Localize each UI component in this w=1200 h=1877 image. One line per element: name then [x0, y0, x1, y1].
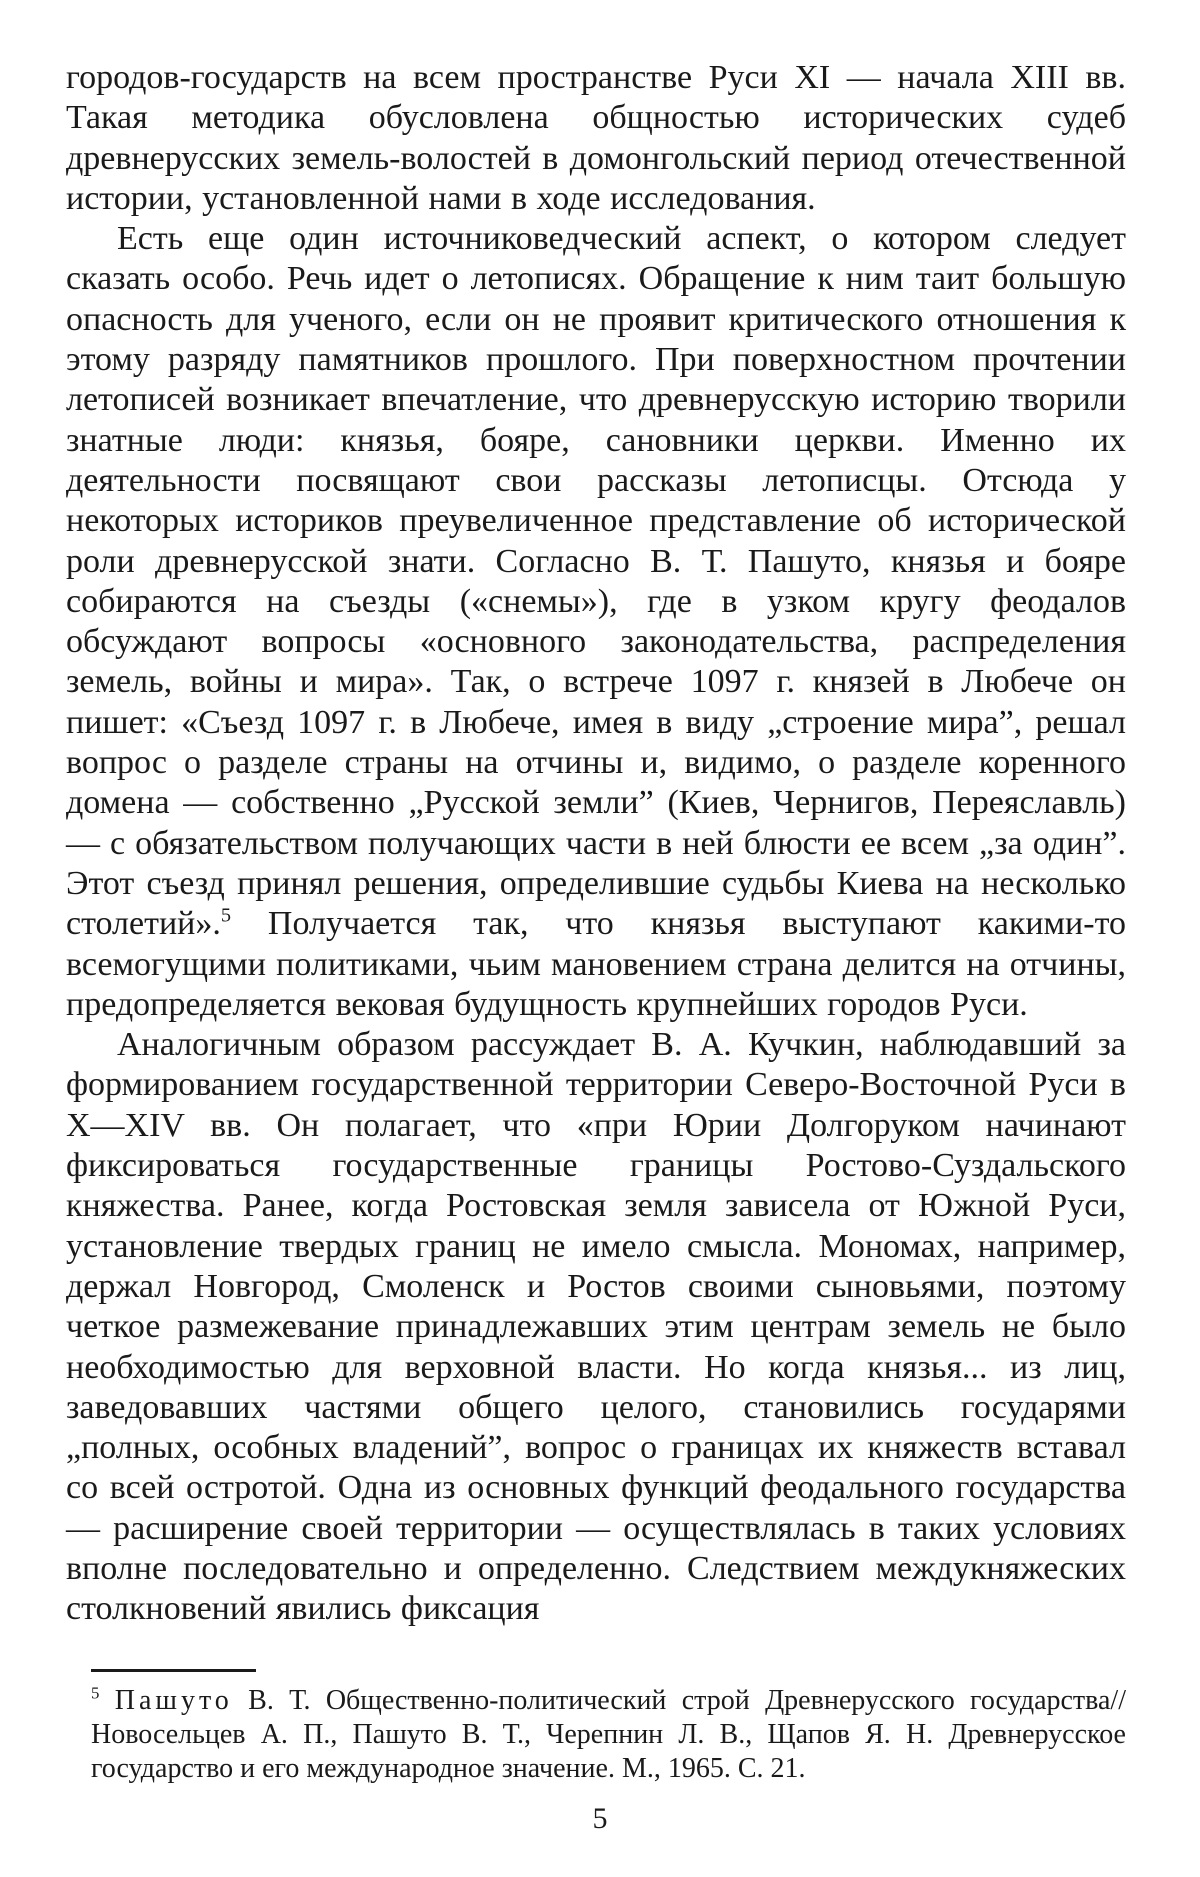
- page-body: [66, 58, 1126, 1630]
- footnote-marker: 5: [91, 1683, 100, 1703]
- footnote-author: Пашуто: [114, 1685, 233, 1716]
- paragraph-2-text: Есть еще один источниковедческий аспект, о котором следует сказать особо. Речь идет о летописях. Обращение к ним таит большую опасность для ученого, если он не проявит критического отношения к этому разряду памятников прошлого. При поверхностном прочтении летописей возникает впечатление, что древнерусскую историю творили знатные люди: князья, бояре, сановники церкви. Именно их деятельности посвящают свои рассказы летописцы. Отсюда у некоторых историков преувеличенное представление об исторической роли древнерусской знати. Согласно В. Т. Пашуто, князья и бояре собираются на съезды («снемы»), где в узком кругу феодалов обсуждают вопросы «основного законодательства, распределения земель, войны и мира». Так, о встрече 1097 г. князей в Любече он пишет: «Съезд 1097 г. в Любече, имея в виду „строение мира”, решал вопрос о разделе страны на отчины и, видимо, о разделе коренного домена — собственно „Русской земли” (Киев, Чернигов, Переяславль) — с обязательством получающих части в ней блюсти ее всем „за один”. Этот съезд принял решения, определившие судьбы Киева на несколько столетий».: [66, 220, 1126, 943]
- footnote-text: В. Т. Общественно-политический строй Древнерусского государства//Новосельцев А. П., Пашуто В. Т., Черепнин Л. В., Щапов Я. Н. Древнерусское государство и его международное значение. М., 1965. С. 21.: [91, 1685, 1126, 1784]
- footnote-reference: 5: [220, 904, 232, 927]
- footnote-divider: [91, 1669, 256, 1672]
- paragraph-1: городов-государств на всем пространстве Руси XI — начала XIII вв. Такая методика обусловлена общностью исторических судеб древнерусских земель-волостей в домонгольский период отечественной истории, установленной нами в ходе исследования.: [66, 59, 1126, 217]
- paragraph-3: Аналогичным образом рассуждает В. А. Кучкин, наблюдавший за формированием государственной территории Северо-Восточной Руси в X—XIV вв. Он полагает, что «при Юрии Долгоруком начинают фиксироваться государственные границы Ростово-Суздальского княжества. Ранее, когда Ростовская земля зависела от Южной Руси, установление твердых границ не имело смысла. Мономах, например, держал Новгород, Смоленск и Ростов своими сыновьями, поэтому четкое размежевание принадлежавших этим центрам земель не было необходимостью для верховной власти. Но когда князья... из лиц, заведовавших частями общего целого, становились государями „полных, особных владений”, вопрос о границах их княжеств вставал со всей остротой. Одна из основных функций феодального государства — расширение своей территории — осуществлялась в таких условиях вполне последовательно и определенно. Следствием междукняжеских столкновений явились фиксация: [66, 1026, 1126, 1628]
- page-number: 5: [592, 1802, 608, 1835]
- paragraph-2: [66, 219, 1126, 1025]
- footnote: [91, 1684, 1126, 1786]
- paragraph-2-tail: Получается так, что князья выступают какими-то всемогущими политиками, чьим мановением страна делится на отчины, предопределяется вековая будущность крупнейших городов Руси.: [66, 905, 1126, 1023]
